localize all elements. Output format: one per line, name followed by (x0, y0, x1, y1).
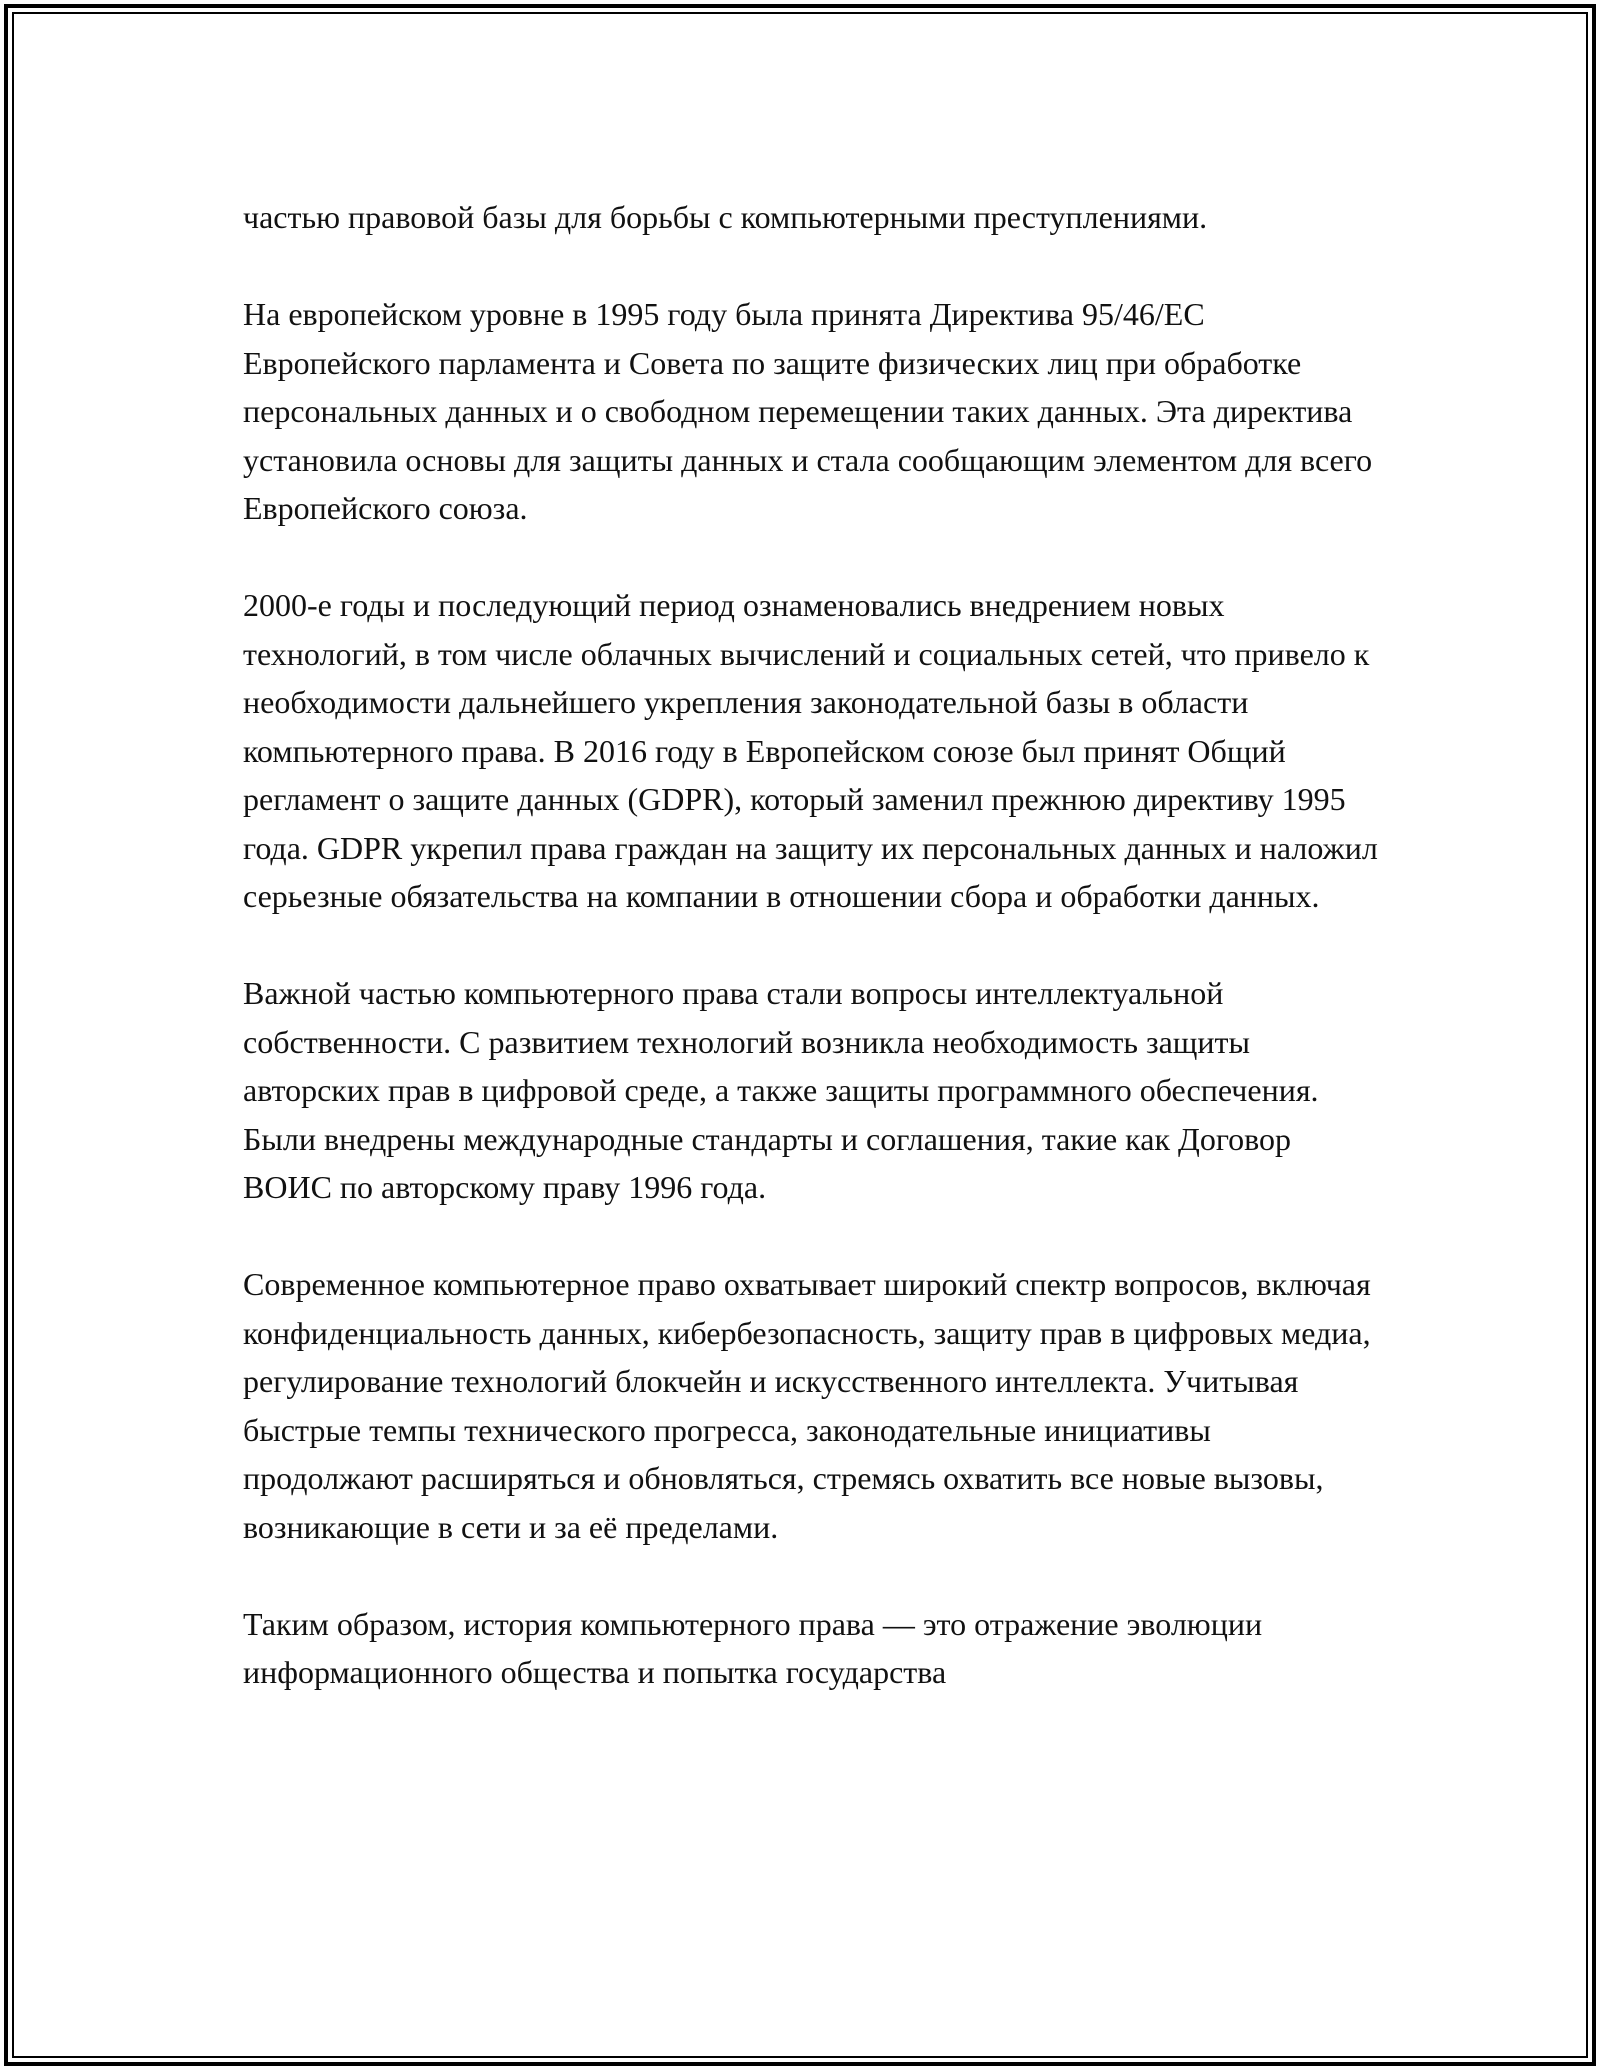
paragraph: Таким образом, история компьютерного права — это отражение эволюции информационного общества и попытка государства (243, 1605, 1263, 1690)
paragraph: 2000-е годы и последующий период ознаменовались внедрением новых технологий, в том числе облачных вычислений и социальных сетей, что привело к необходимости дальнейшего укрепления законодательной базы в области компьютерного права. В 2016 году в Европейском союзе был принят Общий регламент о защите данных (GDPR), который заменил прежнюю директиву 1995 года. GDPR укрепил права граждан на защиту их персональных данных и наложил серьезные обязательства на компании в отношении сбора и обработки данных. (243, 587, 1378, 914)
paragraph: На европейском уровне в 1995 году была принята Директива 95/46/ЕС Европейского парламента и Совета по защите физических лиц при обработке персональных данных и о свободном перемещении таких данных. Эта директива установила основы для защиты данных и стала сообщающим элементом для всего Европейского союза. (243, 296, 1373, 526)
paragraph: Важной частью компьютерного права стали вопросы интеллектуальной собственности. С развитием технологий возникла необходимость защиты авторских прав в цифровой среде, а также защиты программного обеспечения. Были внедрены международные стандарты и соглашения, такие как Договор ВОИС по авторскому праву 1996 года. (243, 975, 1319, 1205)
paragraph: частью правовой базы для борьбы с компьютерными преступлениями. (243, 199, 1208, 235)
paragraph: Современное компьютерное право охватывает широкий спектр вопросов, включая конфиденциальность данных, кибербезопасность, защиту прав в цифровых медиа, регулирование технологий блокчейн и искусственного интеллекта. Учитывая быстрые темпы технического прогресса, законодательные инициативы продолжают расширяться и обновляться, стремясь охватить все новые вызовы, возникающие в сети и за её пределами. (243, 1266, 1371, 1545)
page-border (4, 4, 1596, 2066)
document-body (243, 193, 1383, 1745)
